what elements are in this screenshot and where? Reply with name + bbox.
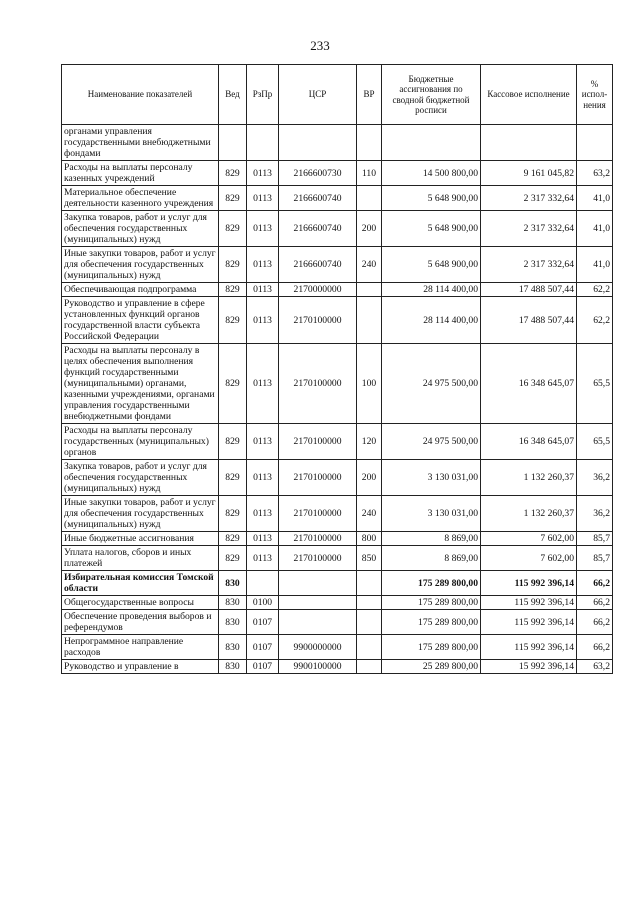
cell-csr: 2166600740 (279, 186, 357, 211)
cell-name: Материальное обеспечение деятельности казенного учреждения (62, 186, 219, 211)
cell-cash (481, 125, 577, 161)
cell-ved: 829 (219, 424, 247, 460)
table-row (62, 571, 613, 596)
cell-name: Общегосударственные вопросы (62, 596, 219, 610)
cell-budget: 8 869,00 (382, 532, 481, 546)
cell-name: Руководство и управление в сфере установленных функций органов государственной власти субъекта Российской Федерации (62, 297, 219, 344)
cell-csr: 2170100000 (279, 297, 357, 344)
cell-cash: 16 348 645,07 (481, 344, 577, 424)
cell-pct: 85,7 (577, 546, 613, 571)
col-header-csr: ЦСР (279, 65, 357, 125)
cell-csr (279, 596, 357, 610)
cell-rzpr: 0113 (247, 283, 279, 297)
cell-rzpr: 0113 (247, 496, 279, 532)
cell-pct: 63,2 (577, 660, 613, 674)
cell-csr (279, 610, 357, 635)
cell-vr: 100 (357, 344, 382, 424)
cell-name: Расходы на выплаты персоналу в целях обеспечения выполнения функций государственными (муниципальными) органами, казенными учреждениями, органами управления государственными внебюджетными фондами (62, 344, 219, 424)
cell-rzpr: 0113 (247, 186, 279, 211)
cell-vr: 200 (357, 460, 382, 496)
cell-vr (357, 660, 382, 674)
cell-pct: 66,2 (577, 596, 613, 610)
cell-name: Иные бюджетные ассигнования (62, 532, 219, 546)
col-header-ved: Вед (219, 65, 247, 125)
cell-rzpr: 0107 (247, 660, 279, 674)
col-header-rzpr: РзПр (247, 65, 279, 125)
cell-csr: 2166600730 (279, 161, 357, 186)
cell-vr (357, 297, 382, 344)
cell-rzpr: 0113 (247, 211, 279, 247)
cell-csr: 2170100000 (279, 424, 357, 460)
cell-rzpr (247, 125, 279, 161)
table-row (62, 496, 613, 532)
cell-rzpr: 0107 (247, 610, 279, 635)
cell-pct: 66,2 (577, 610, 613, 635)
cell-name: Расходы на выплаты персоналу казенных учреждений (62, 161, 219, 186)
cell-vr: 200 (357, 211, 382, 247)
cell-budget: 25 289 800,00 (382, 660, 481, 674)
cell-vr (357, 283, 382, 297)
budget-execution-table (61, 64, 613, 674)
cell-csr (279, 571, 357, 596)
cell-vr (357, 610, 382, 635)
cell-budget (382, 125, 481, 161)
cell-name: Избирательная комиссия Томской области (62, 571, 219, 596)
cell-cash: 9 161 045,82 (481, 161, 577, 186)
cell-budget: 175 289 800,00 (382, 610, 481, 635)
cell-name: Руководство и управление в (62, 660, 219, 674)
cell-csr (279, 125, 357, 161)
cell-csr: 2170100000 (279, 344, 357, 424)
cell-cash: 7 602,00 (481, 546, 577, 571)
cell-name: Обеспечение проведения выборов и референдумов (62, 610, 219, 635)
cell-rzpr: 0113 (247, 532, 279, 546)
cell-csr: 2166600740 (279, 247, 357, 283)
cell-ved: 829 (219, 344, 247, 424)
cell-ved: 830 (219, 660, 247, 674)
cell-rzpr: 0113 (247, 297, 279, 344)
table-row (62, 596, 613, 610)
table-row (62, 532, 613, 546)
cell-cash: 115 992 396,14 (481, 610, 577, 635)
cell-rzpr: 0113 (247, 161, 279, 186)
cell-rzpr: 0107 (247, 635, 279, 660)
col-header-pct: % испол-нения (577, 65, 613, 125)
cell-pct: 85,7 (577, 532, 613, 546)
cell-budget: 3 130 031,00 (382, 460, 481, 496)
cell-csr: 2170000000 (279, 283, 357, 297)
cell-vr: 850 (357, 546, 382, 571)
table-row (62, 635, 613, 660)
cell-pct: 62,2 (577, 283, 613, 297)
table-row (62, 283, 613, 297)
cell-cash: 2 317 332,64 (481, 211, 577, 247)
cell-ved: 829 (219, 283, 247, 297)
cell-name: Обеспечивающая подпрограмма (62, 283, 219, 297)
cell-cash: 15 992 396,14 (481, 660, 577, 674)
cell-pct: 41,0 (577, 211, 613, 247)
table-row (62, 186, 613, 211)
table-row (62, 546, 613, 571)
cell-ved: 830 (219, 610, 247, 635)
cell-ved: 829 (219, 532, 247, 546)
cell-pct: 36,2 (577, 460, 613, 496)
cell-csr: 2170100000 (279, 460, 357, 496)
cell-ved: 829 (219, 247, 247, 283)
cell-budget: 8 869,00 (382, 546, 481, 571)
col-header-cash: Кассовое исполнение (481, 65, 577, 125)
cell-pct: 66,2 (577, 571, 613, 596)
cell-budget: 28 114 400,00 (382, 297, 481, 344)
cell-ved: 829 (219, 460, 247, 496)
page-number: 233 (310, 38, 330, 53)
cell-csr: 9900100000 (279, 660, 357, 674)
cell-pct: 41,0 (577, 247, 613, 283)
cell-rzpr: 0113 (247, 247, 279, 283)
cell-csr: 2170100000 (279, 546, 357, 571)
cell-pct: 66,2 (577, 635, 613, 660)
cell-ved: 829 (219, 211, 247, 247)
table-row (62, 344, 613, 424)
cell-pct (577, 125, 613, 161)
cell-ved: 830 (219, 635, 247, 660)
cell-budget: 175 289 800,00 (382, 596, 481, 610)
cell-csr: 2170100000 (279, 496, 357, 532)
cell-name: Закупка товаров, работ и услуг для обеспечения государственных (муниципальных) нужд (62, 460, 219, 496)
cell-cash: 17 488 507,44 (481, 283, 577, 297)
table-row (62, 125, 613, 161)
cell-vr (357, 571, 382, 596)
cell-pct: 41,0 (577, 186, 613, 211)
cell-rzpr: 0113 (247, 546, 279, 571)
cell-rzpr: 0113 (247, 424, 279, 460)
cell-pct: 62,2 (577, 297, 613, 344)
cell-csr: 9900000000 (279, 635, 357, 660)
cell-cash: 115 992 396,14 (481, 571, 577, 596)
cell-cash: 115 992 396,14 (481, 596, 577, 610)
table-row (62, 161, 613, 186)
cell-csr: 2170100000 (279, 532, 357, 546)
cell-budget: 24 975 500,00 (382, 424, 481, 460)
cell-rzpr: 0113 (247, 460, 279, 496)
cell-rzpr: 0100 (247, 596, 279, 610)
cell-budget: 5 648 900,00 (382, 211, 481, 247)
cell-pct: 65,5 (577, 424, 613, 460)
cell-rzpr (247, 571, 279, 596)
cell-pct: 65,5 (577, 344, 613, 424)
cell-cash: 2 317 332,64 (481, 186, 577, 211)
col-header-budget: Бюджетные ассигнования по сводной бюджетной росписи (382, 65, 481, 125)
cell-cash: 2 317 332,64 (481, 247, 577, 283)
cell-name: Иные закупки товаров, работ и услуг для обеспечения государственных (муниципальных) нужд (62, 247, 219, 283)
col-header-vr: ВР (357, 65, 382, 125)
cell-vr (357, 125, 382, 161)
cell-name: Закупка товаров, работ и услуг для обеспечения государственных (муниципальных) нужд (62, 211, 219, 247)
cell-budget: 3 130 031,00 (382, 496, 481, 532)
cell-ved: 829 (219, 297, 247, 344)
cell-budget: 5 648 900,00 (382, 247, 481, 283)
cell-vr: 240 (357, 247, 382, 283)
cell-vr: 240 (357, 496, 382, 532)
cell-ved: 829 (219, 546, 247, 571)
table-row (62, 247, 613, 283)
cell-ved (219, 125, 247, 161)
table-row (62, 460, 613, 496)
cell-vr (357, 186, 382, 211)
cell-name: органами управления государственными внебюджетными фондами (62, 125, 219, 161)
cell-name: Уплата налогов, сборов и иных платежей (62, 546, 219, 571)
cell-vr (357, 596, 382, 610)
cell-vr: 800 (357, 532, 382, 546)
cell-vr: 110 (357, 161, 382, 186)
cell-pct: 63,2 (577, 161, 613, 186)
table-row (62, 211, 613, 247)
cell-ved: 829 (219, 161, 247, 186)
cell-cash: 115 992 396,14 (481, 635, 577, 660)
cell-ved: 829 (219, 496, 247, 532)
cell-budget: 24 975 500,00 (382, 344, 481, 424)
table-row (62, 297, 613, 344)
cell-name: Непрограммное направление расходов (62, 635, 219, 660)
cell-budget: 5 648 900,00 (382, 186, 481, 211)
header-row (62, 65, 613, 125)
cell-csr: 2166600740 (279, 211, 357, 247)
cell-budget: 175 289 800,00 (382, 635, 481, 660)
table-row (62, 424, 613, 460)
cell-cash: 1 132 260,37 (481, 460, 577, 496)
table-row (62, 610, 613, 635)
cell-rzpr: 0113 (247, 344, 279, 424)
cell-budget: 14 500 800,00 (382, 161, 481, 186)
cell-name: Иные закупки товаров, работ и услуг для обеспечения государственных (муниципальных) нужд (62, 496, 219, 532)
cell-budget: 175 289 800,00 (382, 571, 481, 596)
cell-pct: 36,2 (577, 496, 613, 532)
cell-vr (357, 635, 382, 660)
cell-cash: 16 348 645,07 (481, 424, 577, 460)
cell-cash: 17 488 507,44 (481, 297, 577, 344)
cell-vr: 120 (357, 424, 382, 460)
cell-ved: 829 (219, 186, 247, 211)
cell-ved: 830 (219, 571, 247, 596)
cell-cash: 7 602,00 (481, 532, 577, 546)
cell-cash: 1 132 260,37 (481, 496, 577, 532)
table-row (62, 660, 613, 674)
col-header-name: Наименование показателей (62, 65, 219, 125)
cell-budget: 28 114 400,00 (382, 283, 481, 297)
cell-ved: 830 (219, 596, 247, 610)
cell-name: Расходы на выплаты персоналу государственных (муниципальных) органов (62, 424, 219, 460)
